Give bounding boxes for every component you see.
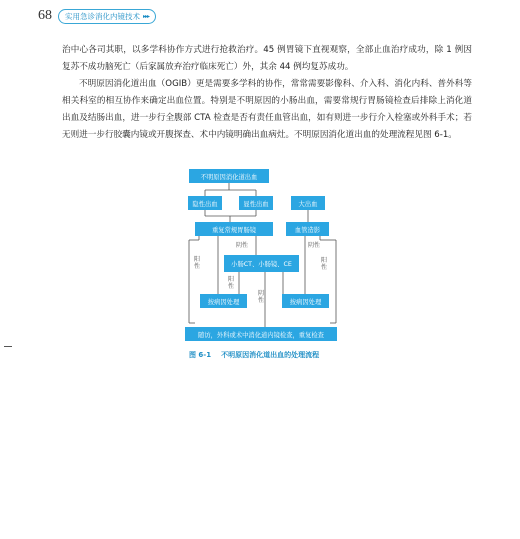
arrows-icon: ▸▸▸ xyxy=(143,12,150,20)
flow-node-angiography: 血管造影 xyxy=(286,222,329,236)
figure-caption xyxy=(189,350,319,360)
flow-label-positive-right: 阳性 xyxy=(320,257,327,271)
flow-node-treat-right: 按病因处理 xyxy=(282,294,329,308)
figure-title: 不明原因消化道出血的处理流程 xyxy=(221,351,320,359)
flow-node-treat-left: 按病因处理 xyxy=(200,294,247,308)
flow-label-positive-left: 阳性 xyxy=(193,256,200,270)
flow-node-massive: 大出血 xyxy=(291,196,325,210)
flow-label-negative-mid: 阴性 xyxy=(257,290,264,304)
paragraph-2: 不明原因消化道出血（OGIB）更是需要多学科的协作，常常需要影像科、介入科、消化内科、普外科等相关科室的相互协作来确定出血位置。特别是不明原因的小肠出血，需要常规行胃肠镜检查后排除上消化道出血及结肠出血，进一步行全腹部 CTA 检查是否有责任血管出血，如有则进一步行介入栓塞或外科手术；若无则进一步行胶囊内镜或开腹探查、术中内镜明确出血病灶。不明原因消化道出血的处理流程见图 6-1。 xyxy=(62,79,472,140)
flow-node-occult: 隐性出血 xyxy=(188,196,222,210)
running-title: 实用急诊消化内镜技术 xyxy=(65,11,140,21)
figure-number: 图 6-1 xyxy=(189,351,212,359)
flow-label-negative-right: 阴性 xyxy=(308,242,321,249)
flow-node-overt: 显性出血 xyxy=(239,196,273,210)
flow-node-root: 不明原因消化道出血 xyxy=(189,169,269,183)
flow-node-small-bowel: 小肠CT、小肠镜、CE xyxy=(224,255,299,272)
flow-label-positive-mid: 阳性 xyxy=(227,276,234,290)
flow-label-negative-top: 阴性 xyxy=(236,242,249,249)
page-number: 68 xyxy=(38,8,52,23)
flow-node-followup: 随访，外科或术中消化道内镜检查，重复检查 xyxy=(185,327,337,341)
flow-node-repeat-endoscopy: 重复常规胃肠镜 xyxy=(195,222,273,236)
paragraph-1: 治中心各司其职，以多学科协作方式进行抢救治疗。45 例胃镜下直视观察，全部止血治疗成功，除 1 例因复苏不成功脑死亡（后家属放弃治疗临床死亡）外，其余 44 例均复苏成功。 xyxy=(62,45,472,72)
